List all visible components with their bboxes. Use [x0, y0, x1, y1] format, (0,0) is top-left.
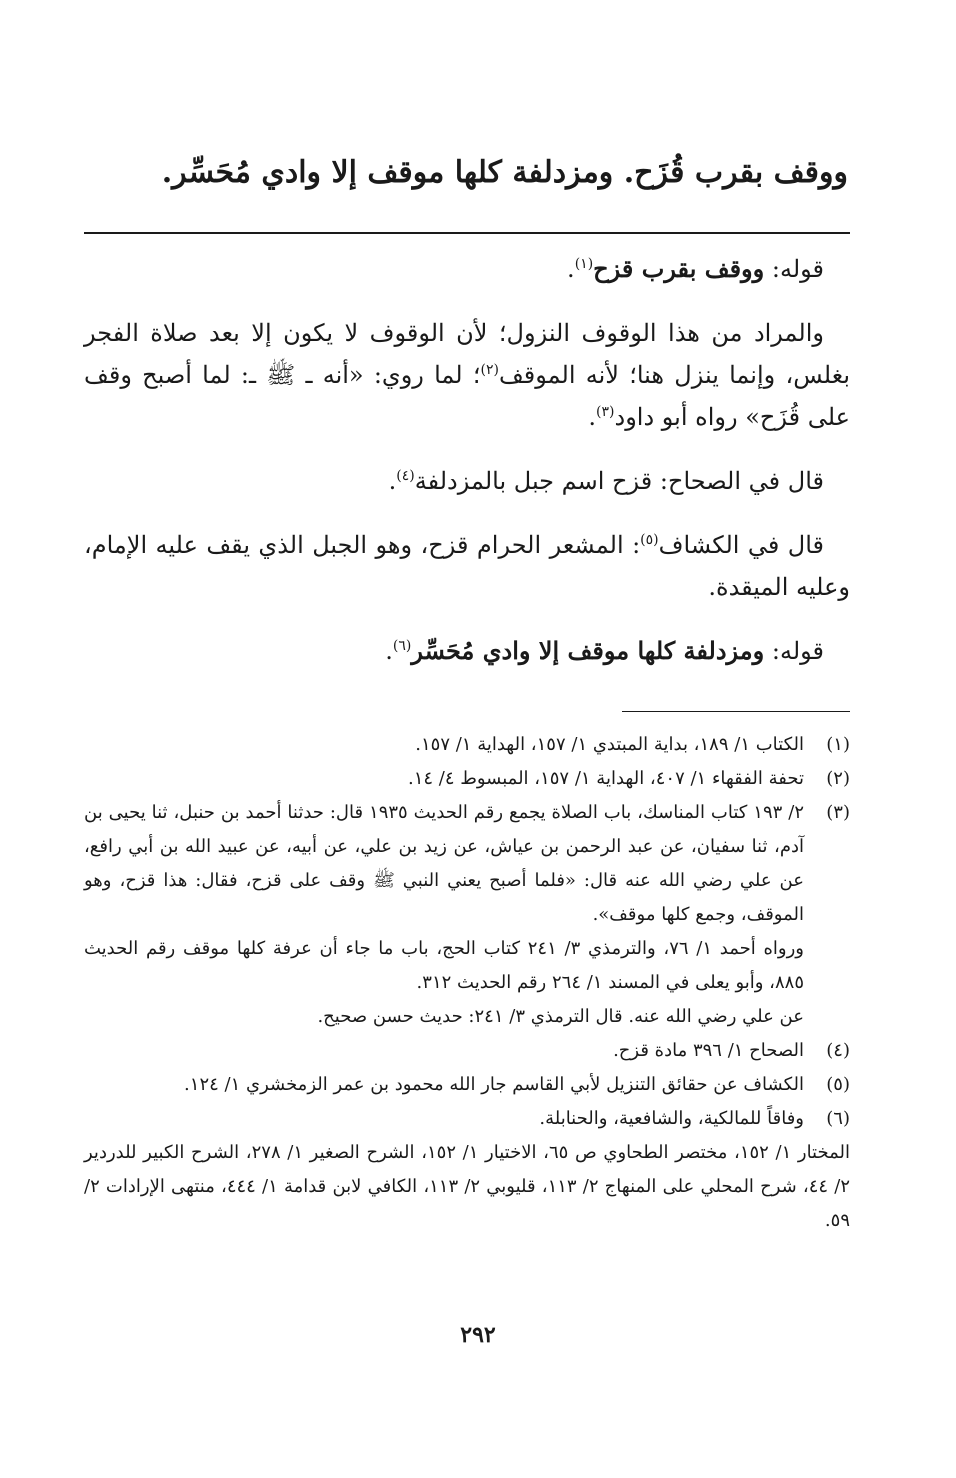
- commentary-paragraph-1: قوله: ووقف بقرب قزح$^{(١)}$.: [567, 254, 824, 283]
- commentary-body: [84, 248, 850, 694]
- footnote-number: (١): [826, 734, 850, 755]
- quoted-matn: ومزدلفة كلها موقف إلا وادي مُحَسِّر: [411, 636, 765, 665]
- footnote-3: [84, 796, 850, 932]
- footnote-number: (٢): [826, 768, 850, 789]
- footnote-text: وفاقاً للمالكية، والشافعية، والحنابلة.: [539, 1108, 804, 1129]
- footnote-ref: (٢): [480, 362, 499, 378]
- footnote-ref: (٦): [392, 638, 412, 654]
- page-number: ٢٩٢: [460, 1322, 496, 1348]
- footnote-6: [84, 1102, 850, 1136]
- footnote-ref: (١): [574, 256, 594, 272]
- lead-text: قوله:: [764, 637, 824, 665]
- footnote-text: تحفة الفقهاء ١/ ٤٠٧، الهداية ١/ ١٥٧، المبسوط ٤/ ١٤.: [407, 768, 804, 789]
- footnote-3-continuation: ورواه أحمد ١/ ٧٦، والترمذي ٣/ ٢٤١ كتاب الحج، باب ما جاء أن عرفة كلها موقف رقم الحديث ٨٨٥، وأبو يعلى في المسند ١/ ٢٦٤ رقم الحديث ٣١٢.: [84, 938, 804, 993]
- footnote-number: (٤): [826, 1040, 850, 1061]
- footnote-ref: (٥): [640, 532, 659, 548]
- footnote-6-continuation: المختار ١/ ١٥٢، مختصر الطحاوي ص ٦٥، الاختيار ١/ ١٥٢، الشرح الصغير ١/ ٢٧٨، الشرح الكبير للدردير ٢/ ٤٤، شرح المحلي على المنهاج ٢/ ١١٣، قليوبي ٢/ ١١٣، الكافي لابن قدامة ١/ ٤٤٤، منتهى الإرادات ٢/ ٥٩.: [84, 1142, 850, 1231]
- commentary-paragraph-3: قال في الصحاح: قزح اسم جبل بالمزدلفة$^{(٤)}$.: [388, 467, 824, 495]
- footnote-1: [84, 728, 850, 762]
- footnote-number: (٥): [826, 1074, 850, 1095]
- footnote-divider: [622, 711, 850, 712]
- footnote-text: الكتاب ١/ ١٨٩، بداية المبتدي ١/ ١٥٧، الهداية ١/ ١٥٧.: [415, 734, 804, 755]
- footnotes: [84, 728, 850, 1238]
- lead-text: قوله:: [764, 255, 824, 283]
- footnote-2: [84, 762, 850, 796]
- quoted-matn: ووقف بقرب قزح: [593, 254, 765, 283]
- commentary-paragraph-4: قال في الكشاف$^{(٥)}$: المشعر الحرام قزح، وهو الجبل الذي يقف عليه الإمام، وعليه الميقدة.: [84, 531, 850, 601]
- matn-heading: ووقف بقرب قُزَح. ومزدلفة كلها موقف إلا وادي مُحَسِّر.: [161, 155, 848, 190]
- footnote-4: [84, 1034, 850, 1068]
- footnote-5: [84, 1068, 850, 1102]
- commentary-paragraph-2: والمراد من هذا الوقوف النزول؛ لأن الوقوف لا يكون إلا بعد صلاة الفجر بغلس، وإنما ينزل هنا؛ لأنه الموقف$^{(٢)}$؛ لما روي: «أنه ـ ﷺ ـ: لما أصبح وقف على قُزَح» رواه أبو داود$^{(٣)}$.: [84, 319, 850, 431]
- footnote-text: الكشاف عن حقائق التنزيل لأبي القاسم جار الله محمود بن عمر الزمخشري ١/ ١٢٤.: [184, 1074, 804, 1095]
- footnote-text: الصحاح ١/ ٣٩٦ مادة قزح.: [613, 1040, 804, 1061]
- footnote-ref: (٤): [396, 468, 415, 484]
- footnote-ref: (٣): [596, 404, 615, 420]
- heading-divider: [84, 232, 850, 234]
- footnote-number: (٣): [826, 802, 850, 823]
- footnote-text: ٢/ ١٩٣ كتاب المناسك، باب الصلاة يجمع رقم الحديث ١٩٣٥ قال: حدثنا أحمد بن حنبل، ثنا يحيى بن آدم، ثنا سفيان، عن عبد الرحمن بن عياش، عن زيد بن علي، عن أبيه، عن عبيد الله بن أبي رافع، عن علي رضي الله عنه قال: «فلما أصبح يعني النبي ﷺ وقف على قزح، فقال: هذا قزح، وهو الموقف، وجمع كلها موقف».: [84, 802, 804, 925]
- footnote-3-continuation: عن علي رضي الله عنه. قال الترمذي ٣/ ٢٤١: حديث حسن صحيح.: [317, 1006, 804, 1027]
- footnote-number: (٦): [826, 1108, 850, 1129]
- commentary-paragraph-5: قوله: ومزدلفة كلها موقف إلا وادي مُحَسِّر$^{(٦)}$.: [385, 636, 824, 665]
